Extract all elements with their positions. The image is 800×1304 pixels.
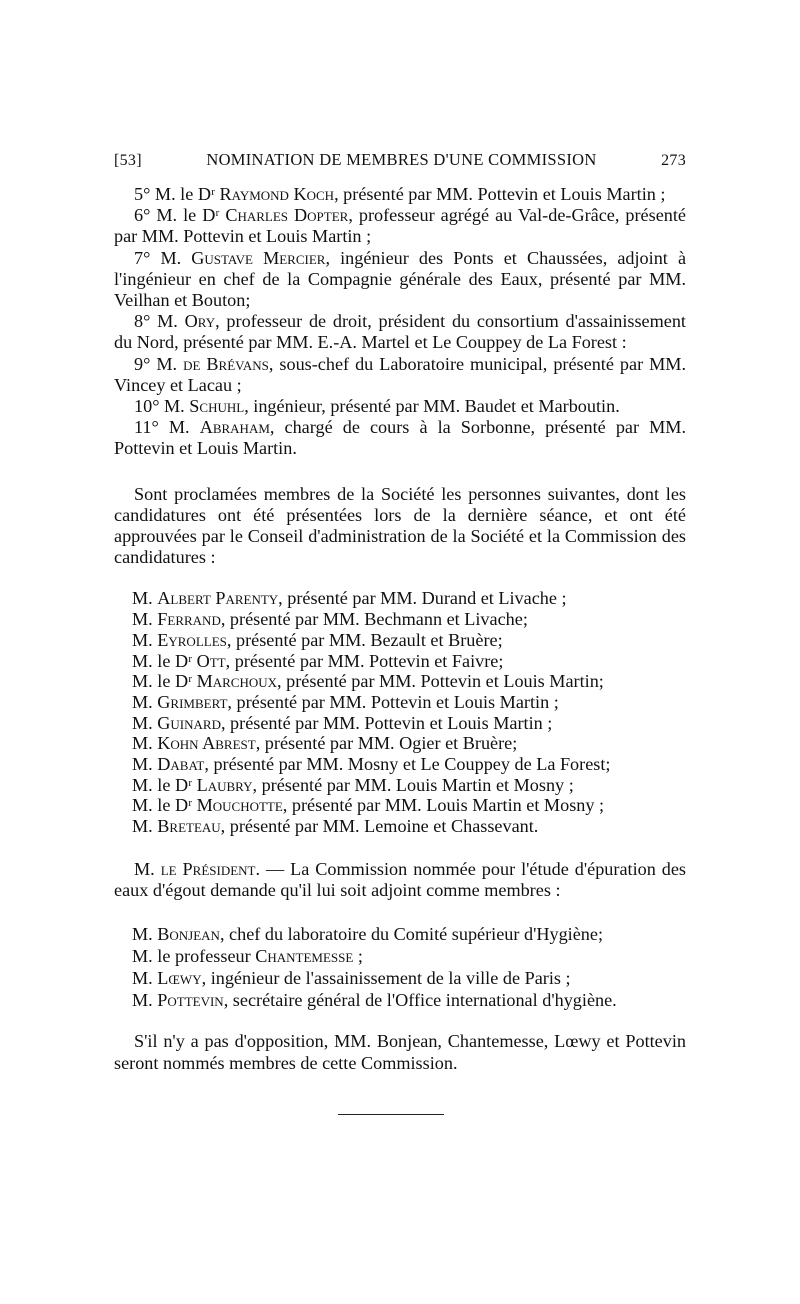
page-number: 273	[661, 152, 686, 169]
member-name: Breteau	[157, 816, 221, 837]
candidate-entry: 7° M. Gustave Mercier, ingénieur des Ponts et Chaussées, adjoint à l'ingénieur en chef de la Compagnie générale des Eaux, présenté par MM. Veilhan et Bouton;	[114, 247, 687, 311]
commission-member-name: Lœwy	[157, 968, 202, 989]
members-list	[114, 588, 686, 836]
member-name: Guinard	[157, 712, 221, 733]
member-name: Albert Parenty	[157, 588, 279, 609]
candidate-name: Schuhl	[189, 396, 245, 417]
member-name: Mouchotte	[196, 795, 283, 816]
commission-member-name: Bonjean	[157, 924, 220, 945]
candidate-entry: 10° M. Schuhl, ingénieur, présenté par MM. Baudet et Marboutin.	[134, 396, 620, 417]
member-entry: M. Guinard, présenté par MM. Pottevin et Louis Martin ;	[132, 712, 553, 733]
candidate-name: Ory	[184, 311, 216, 332]
candidate-name: Raymond Koch	[219, 184, 335, 204]
commission-member-entry: M. le professeur Chantemesse ;	[132, 946, 363, 967]
member-name: Ott	[196, 650, 226, 671]
end-rule	[338, 1114, 444, 1115]
candidate-entry: 8° M. Ory, professeur de droit, président du consortium d'assainissement du Nord, présenté par MM. E.-A. Martel et Le Couppey de La Forest :	[114, 311, 686, 353]
document-page	[114, 150, 686, 1115]
candidate-name: Abraham	[199, 417, 270, 438]
president-statement: M. le Président. — La Commission nommée pour l'étude d'épuration des eaux d'égout demande qu'il lui soit adjoint comme membres :	[114, 858, 687, 901]
candidates-list	[114, 184, 686, 460]
page-title: NOMINATION DE MEMBRES D'UNE COMMISSION	[206, 150, 597, 169]
candidate-name: Gustave Mercier	[191, 247, 326, 268]
proclamation-paragraph: Sont proclamées membres de la Société les personnes suivantes, dont les candidatures ont été présentées lors de la dernière séance, et ont été approuvées par le Conseil d'administration de la Société et la Commission des candidatures :	[114, 483, 686, 568]
candidate-entry: 11° M. Abraham, chargé de cours à la Sorbonne, présenté par MM. Pottevin et Louis Martin.	[114, 417, 687, 459]
member-name: Dabat	[157, 754, 205, 775]
commission-member-entry: M. Bonjean, chef du laboratoire du Comité supérieur d'Hygiène;	[132, 924, 604, 945]
commission-member-entry: M. Pottevin, secrétaire général de l'Office international d'hygiène.	[132, 990, 617, 1011]
member-entry: M. Albert Parenty, présenté par MM. Durand et Livache ;	[132, 588, 567, 609]
member-name: Marchoux	[196, 671, 278, 692]
commission-member-name: Pottevin	[157, 990, 224, 1011]
member-name: Grimbert	[157, 691, 228, 712]
candidate-name: de Brévans	[183, 353, 269, 374]
member-entry: M. le Dʳ Marchoux, présenté par MM. Pottevin et Louis Martin;	[132, 671, 604, 692]
section-number: [53]	[114, 152, 142, 169]
member-entry: M. Eyrolles, présenté par MM. Bezault et Bruère;	[132, 629, 503, 650]
member-entry: M. le Dʳ Laubry, présenté par MM. Louis Martin et Mosny ;	[132, 774, 574, 795]
member-entry: M. Ferrand, présenté par MM. Bechmann et Livache;	[132, 609, 528, 630]
member-entry: M. Breteau, présenté par MM. Lemoine et Chassevant.	[132, 816, 539, 837]
commission-members-list	[114, 923, 686, 1011]
member-name: Laubry	[196, 774, 253, 795]
member-entry: M. Grimbert, présenté par MM. Pottevin et Louis Martin ;	[132, 691, 559, 712]
commission-member-name: Chantemesse	[255, 946, 354, 967]
candidate-entry: 5° M. le Dʳ Raymond Koch, présenté par MM. Pottevin et Louis Martin ;	[134, 184, 666, 204]
commission-member-entry: M. Lœwy, ingénieur de l'assainissement de la ville de Paris ;	[132, 968, 571, 989]
member-entry: M. Kohn Abrest, présenté par MM. Ogier et Bruère;	[132, 733, 518, 754]
member-name: Eyrolles	[157, 629, 227, 650]
candidate-name: Charles Dopter	[225, 205, 349, 226]
member-entry: M. le Dʳ Ott, présenté par MM. Pottevin et Faivre;	[132, 650, 504, 671]
member-entry: M. le Dʳ Mouchotte, présenté par MM. Louis Martin et Mosny ;	[132, 795, 605, 816]
candidate-entry: 6° M. le Dʳ Charles Dopter, professeur agrégé au Val-de-Grâce, présenté par MM. Pottevin et Louis Martin ;	[114, 205, 687, 247]
member-entry: M. Dabat, présenté par MM. Mosny et Le Couppey de La Forest;	[132, 754, 611, 775]
member-name: Ferrand	[157, 609, 221, 630]
running-header	[114, 150, 686, 170]
speaker-name: le Président	[160, 858, 256, 879]
closing-paragraph: S'il n'y a pas d'opposition, MM. Bonjean, Chantemesse, Lœwy et Pottevin seront nommés membres de cette Commission.	[114, 1031, 686, 1073]
member-name: Kohn Abrest	[157, 733, 256, 754]
candidate-entry: 9° M. de Brévans, sous-chef du Laboratoire municipal, présenté par MM. Vincey et Lacau ;	[114, 353, 687, 395]
